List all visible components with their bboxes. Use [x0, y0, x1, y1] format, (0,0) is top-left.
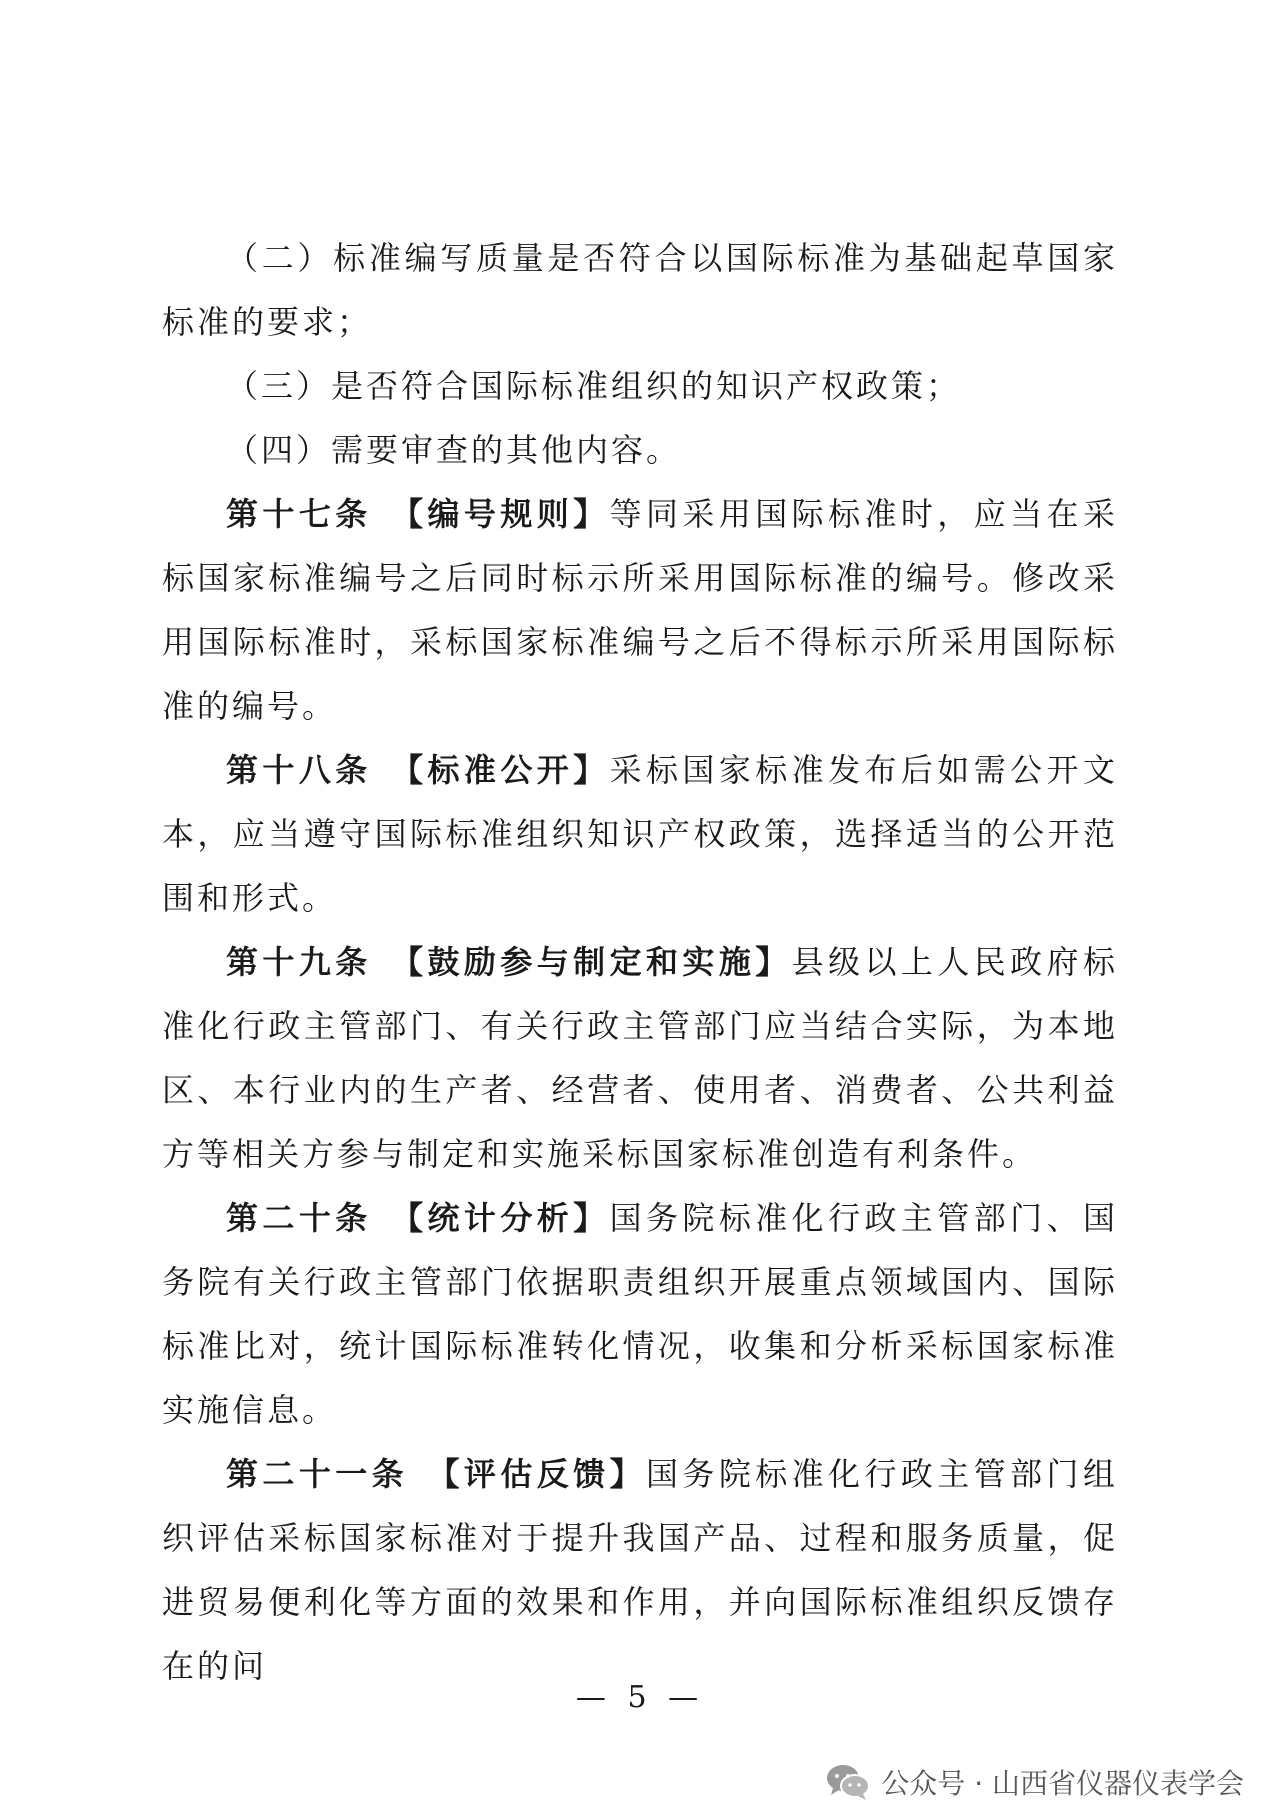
paragraph-text: （二）标准编写质量是否符合以国际标准为基础起草国家标准的要求；	[162, 239, 1118, 341]
paragraph-text: （四）需要审查的其他内容。	[226, 431, 682, 469]
paragraph-item-4	[162, 418, 1118, 482]
article-number: 第十八条	[226, 751, 372, 789]
article-number: 第二十条	[226, 1199, 372, 1237]
article-20	[162, 1186, 1118, 1442]
wechat-watermark	[825, 1760, 1244, 1804]
article-17	[162, 482, 1118, 738]
article-number: 第十九条	[226, 943, 372, 981]
article-title: 【编号规则】	[389, 495, 610, 533]
article-text: 国务院标准化行政主管部门组织评估采标国家标准对于提升我国产品、过程和服务质量，促进贸易便利化等方面的效果和作用，并向国际标准组织反馈存在的问	[162, 1455, 1118, 1685]
article-text: 国务院标准化行政主管部门、国务院有关行政主管部门依据职责组织开展重点领域国内、国际标准比对，统计国际标准转化情况，收集和分析采标国家标准实施信息。	[162, 1199, 1118, 1429]
document-body	[162, 226, 1118, 1698]
wechat-icon	[825, 1762, 871, 1802]
article-text: 采标国家标准发布后如需公开文本，应当遵守国际标准组织知识产权政策，选择适当的公开范围和形式。	[162, 751, 1118, 917]
article-text: 县级以上人民政府标准化行政主管部门、有关行政主管部门应当结合实际，为本地区、本行业内的生产者、经营者、使用者、消费者、公共利益方等相关方参与制定和实施采标国家标准创造有利条件。	[162, 943, 1118, 1173]
paragraph-text: （三）是否符合国际标准组织的知识产权政策；	[226, 367, 962, 405]
article-title: 【评估反馈】	[426, 1455, 646, 1493]
article-19	[162, 930, 1118, 1186]
article-title: 【鼓励参与制定和实施】	[389, 943, 792, 981]
paragraph-item-2	[162, 226, 1118, 354]
article-text: 等同采用国际标准时，应当在采标国家标准编号之后同时标示所采用国际标准的编号。修改采用国际标准时，采标国家标准编号之后不得标示所采用国际标准的编号。	[162, 495, 1118, 725]
article-title: 【统计分析】	[389, 1199, 610, 1237]
article-number: 第十七条	[226, 495, 372, 533]
article-number: 第二十一条	[226, 1455, 409, 1493]
page-number: — 5 —	[575, 1680, 705, 1715]
article-title: 【标准公开】	[389, 751, 610, 789]
article-18	[162, 738, 1118, 930]
article-21	[162, 1442, 1118, 1698]
paragraph-item-3	[162, 354, 1118, 418]
watermark-text: 公众号 · 山西省仪器仪表学会	[881, 1767, 1244, 1800]
